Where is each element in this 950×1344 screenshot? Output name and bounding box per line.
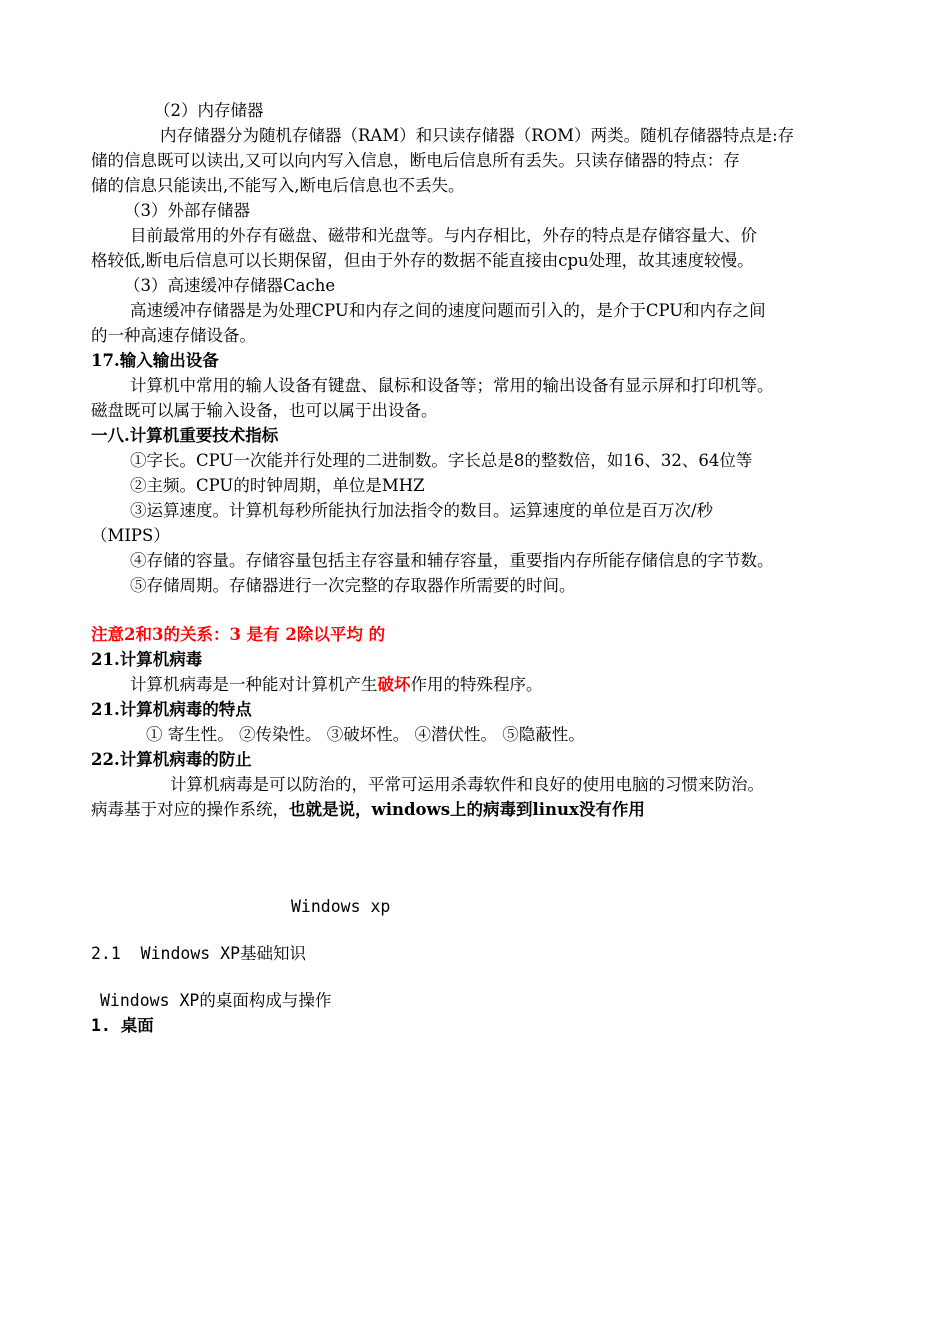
red-note: 注意2和3的关系：3 是有 2除以平均 的 bbox=[91, 625, 386, 644]
virus-definition bbox=[130, 673, 543, 697]
virus-prevention-normal-text: 病毒基于对应的操作系统， bbox=[91, 800, 289, 819]
indicator-storage-capacity: ④存储的容量。存储容量包括主存容量和辅存容量，重要指内存所能存储信息的字节数。 bbox=[130, 551, 774, 570]
indicator-word-length: ①字长。CPU一次能并行处理的二进制数。字长总是8的整数倍，如16、32、64位等 bbox=[130, 451, 753, 470]
virus-definition-highlight: 破坏 bbox=[377, 675, 411, 694]
indicators-heading: 一八.计算机重要技术指标 bbox=[91, 426, 279, 445]
virus-heading: 21.计算机病毒 bbox=[91, 650, 203, 669]
virus-features-heading: 21.计算机病毒的特点 bbox=[91, 700, 252, 719]
virus-prevention-bold-text: 也就是说，windows上的病毒到linux没有作用 bbox=[289, 800, 645, 819]
io-devices-paragraph-line-2: 磁盘既可以属于输入设备，也可以属于出设备。 bbox=[91, 401, 438, 420]
virus-prevention-paragraph-line-1: 计算机病毒是可以防治的，平常可运用杀毒软件和良好的使用电脑的习惯来防治。 bbox=[170, 775, 764, 794]
internal-memory-paragraph-line-1: 内存储器分为随机存储器（RAM）和只读存储器（ROM）两类。随机存储器特点是:存 bbox=[160, 126, 795, 145]
cache-paragraph-line-2: 的一种高速存储设备。 bbox=[91, 326, 256, 345]
internal-memory-paragraph-line-3: 储的信息只能读出,不能写入,断电后信息也不丢失。 bbox=[91, 176, 465, 195]
virus-prevention-paragraph-line-2 bbox=[91, 798, 645, 822]
windows-xp-title: Windows xp bbox=[291, 897, 391, 916]
external-memory-heading: （3）外部存储器 bbox=[124, 201, 250, 220]
indicator-clock-frequency: ②主频。CPU的时钟周期，单位是MHZ bbox=[130, 476, 425, 495]
cache-paragraph-line-1: 高速缓冲存储器是为处理CPU和内存之间的速度问题而引入的，是介于CPU和内存之间 bbox=[130, 301, 766, 320]
indicator-speed-line-2: （MIPS） bbox=[91, 526, 170, 545]
virus-definition-end: 作用的特殊程序。 bbox=[410, 675, 543, 694]
windows-xp-subsection-heading: Windows XP的桌面构成与操作 bbox=[100, 991, 332, 1010]
virus-prevention-heading: 22.计算机病毒的防止 bbox=[91, 750, 252, 769]
windows-xp-desktop-item: 1. 桌面 bbox=[91, 1016, 154, 1035]
virus-definition-start: 计算机病毒是一种能对计算机产生 bbox=[130, 675, 378, 694]
io-devices-paragraph-line-1: 计算机中常用的输人设备有键盘、鼠标和设备等；常用的输出设备有显示屏和打印机等。 bbox=[130, 376, 774, 395]
internal-memory-paragraph-line-2: 储的信息既可以读出,又可以向内写入信息，断电后信息所有丢失。只读存储器的特点：存 bbox=[91, 151, 740, 170]
io-devices-heading: 17.输入输出设备 bbox=[91, 351, 219, 370]
indicator-speed-line-1: ③运算速度。计算机每秒所能执行加法指令的数目。运算速度的单位是百万次/秒 bbox=[130, 501, 714, 520]
windows-xp-section-heading: 2.1 Windows XP基础知识 bbox=[91, 944, 307, 963]
cache-heading: （3）高速缓冲存储器Cache bbox=[124, 276, 336, 295]
external-memory-paragraph-line-2: 格较低,断电后信息可以长期保留，但由于外存的数据不能直接由cpu处理，故其速度较慢。 bbox=[91, 251, 754, 270]
indicator-storage-cycle: ⑤存储周期。存储器进行一次完整的存取器作所需要的时间。 bbox=[130, 576, 576, 595]
virus-features-list: ① 寄生性。 ②传染性。 ③破坏性。 ④潜伏性。 ⑤隐蔽性。 bbox=[146, 725, 585, 744]
internal-memory-heading: （2）内存储器 bbox=[154, 101, 264, 120]
external-memory-paragraph-line-1: 目前最常用的外存有磁盘、磁带和光盘等。与内存相比，外存的特点是存储容量大、价 bbox=[130, 226, 757, 245]
